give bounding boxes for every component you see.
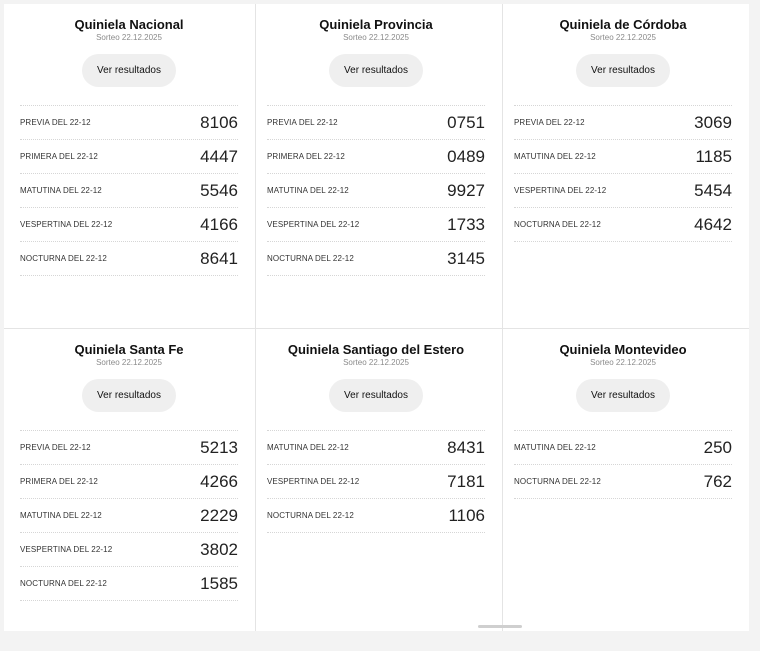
draw-result-row — [267, 140, 485, 174]
card-title: Quiniela Provincia — [319, 17, 433, 32]
draw-label: NOCTURNA DEL 22-12 — [514, 220, 601, 229]
draw-date: Sorteo 22.12.2025 — [590, 358, 656, 367]
card-quiniela-montevideo — [498, 329, 744, 651]
draw-label: MATUTINA DEL 22-12 — [514, 443, 596, 452]
draw-label: MATUTINA DEL 22-12 — [20, 511, 102, 520]
bottom-scroll-indicator — [478, 625, 522, 628]
card-quiniela-santa-fe — [4, 329, 250, 651]
draw-number: 8641 — [200, 248, 238, 268]
draw-result-row — [20, 242, 238, 276]
results-button-wrap — [514, 54, 732, 87]
draw-result-row — [20, 106, 238, 140]
draw-label: VESPERTINA DEL 22-12 — [20, 545, 113, 554]
draw-result-row — [514, 465, 732, 499]
draw-label: NOCTURNA DEL 22-12 — [20, 254, 107, 263]
results-button-wrap — [267, 379, 485, 412]
draw-number: 3802 — [200, 539, 238, 559]
draw-label: PRIMERA DEL 22-12 — [20, 477, 98, 486]
draw-date: Sorteo 22.12.2025 — [96, 33, 162, 42]
draw-result-row — [514, 208, 732, 242]
draw-label: VESPERTINA DEL 22-12 — [514, 186, 607, 195]
draw-number: 1185 — [695, 146, 732, 166]
draw-number: 1106 — [448, 505, 485, 525]
draw-label: NOCTURNA DEL 22-12 — [267, 511, 354, 520]
draw-result-row — [267, 242, 485, 276]
draw-label: NOCTURNA DEL 22-12 — [514, 477, 601, 486]
draw-result-row — [267, 499, 485, 533]
draw-results-list — [20, 430, 238, 601]
draw-label: VESPERTINA DEL 22-12 — [20, 220, 113, 229]
draw-number: 2229 — [200, 505, 238, 525]
draw-number: 4166 — [200, 214, 238, 234]
draw-date: Sorteo 22.12.2025 — [343, 33, 409, 42]
draw-number: 5454 — [694, 180, 732, 200]
card-title: Quiniela Santa Fe — [74, 342, 184, 357]
draw-results-list — [267, 105, 485, 276]
draw-number: 9927 — [447, 180, 485, 200]
draw-label: PREVIA DEL 22-12 — [20, 118, 91, 127]
draw-number: 3069 — [694, 112, 732, 132]
draw-result-row — [20, 174, 238, 208]
results-button-wrap — [20, 54, 238, 87]
card-quiniela-nacional — [4, 4, 250, 326]
draw-label: PREVIA DEL 22-12 — [267, 118, 338, 127]
results-button-wrap — [267, 54, 485, 87]
draw-number: 3145 — [447, 248, 485, 268]
draw-label: PREVIA DEL 22-12 — [20, 443, 91, 452]
draw-result-row — [267, 106, 485, 140]
draw-date: Sorteo 22.12.2025 — [590, 33, 656, 42]
draw-result-row — [20, 533, 238, 567]
view-results-button[interactable]: Ver resultados — [329, 379, 423, 412]
draw-label: MATUTINA DEL 22-12 — [267, 443, 349, 452]
draw-number: 7181 — [447, 471, 485, 491]
card-title: Quiniela de Córdoba — [559, 17, 687, 32]
draw-label: PRIMERA DEL 22-12 — [267, 152, 345, 161]
draw-result-row — [20, 140, 238, 174]
draw-number: 0751 — [447, 112, 485, 132]
draw-number: 5213 — [200, 437, 238, 457]
draw-result-row — [267, 208, 485, 242]
view-results-button[interactable]: Ver resultados — [329, 54, 423, 87]
view-results-button[interactable]: Ver resultados — [82, 379, 176, 412]
draw-label: NOCTURNA DEL 22-12 — [20, 579, 107, 588]
draw-results-list — [514, 430, 732, 499]
card-title: Quiniela Santiago del Estero — [287, 342, 465, 357]
draw-result-row — [267, 174, 485, 208]
draw-result-row — [20, 208, 238, 242]
draw-number: 762 — [703, 471, 732, 491]
draw-number: 5546 — [200, 180, 238, 200]
draw-label: VESPERTINA DEL 22-12 — [267, 477, 360, 486]
draw-label: PRIMERA DEL 22-12 — [20, 152, 98, 161]
draw-results-list — [267, 430, 485, 533]
draw-label: MATUTINA DEL 22-12 — [267, 186, 349, 195]
card-quiniela-santiago-del-estero — [251, 329, 497, 651]
draw-result-row — [514, 174, 732, 208]
draw-date: Sorteo 22.12.2025 — [343, 358, 409, 367]
draw-number: 4642 — [694, 214, 732, 234]
draw-number: 250 — [703, 437, 732, 457]
draw-results-list — [20, 105, 238, 276]
draw-result-row — [514, 431, 732, 465]
results-button-wrap — [20, 379, 238, 412]
draw-result-row — [20, 465, 238, 499]
draw-result-row — [20, 499, 238, 533]
draw-number: 0489 — [447, 146, 485, 166]
draw-result-row — [267, 431, 485, 465]
draw-number: 1733 — [447, 214, 485, 234]
draw-result-row — [514, 140, 732, 174]
draw-result-row — [267, 465, 485, 499]
draw-label: NOCTURNA DEL 22-12 — [267, 254, 354, 263]
draw-result-row — [514, 106, 732, 140]
card-title: Quiniela Montevideo — [559, 342, 687, 357]
draw-label: PREVIA DEL 22-12 — [514, 118, 585, 127]
results-button-wrap — [514, 379, 732, 412]
card-title: Quiniela Nacional — [74, 17, 184, 32]
draw-label: VESPERTINA DEL 22-12 — [267, 220, 360, 229]
results-grid — [4, 4, 749, 631]
card-quiniela-provincia — [251, 4, 497, 326]
draw-label: MATUTINA DEL 22-12 — [20, 186, 102, 195]
draw-number: 4266 — [200, 471, 238, 491]
results-page — [4, 4, 749, 631]
draw-number: 8431 — [447, 437, 485, 457]
draw-number: 8106 — [200, 112, 238, 132]
draw-number: 1585 — [200, 573, 238, 593]
draw-date: Sorteo 22.12.2025 — [96, 358, 162, 367]
draw-label: MATUTINA DEL 22-12 — [514, 152, 596, 161]
draw-number: 4447 — [200, 146, 238, 166]
draw-result-row — [20, 567, 238, 601]
card-quiniela-cordoba — [498, 4, 744, 326]
draw-result-row — [20, 431, 238, 465]
view-results-button[interactable]: Ver resultados — [576, 379, 670, 412]
draw-results-list — [514, 105, 732, 242]
view-results-button[interactable]: Ver resultados — [576, 54, 670, 87]
view-results-button[interactable]: Ver resultados — [82, 54, 176, 87]
